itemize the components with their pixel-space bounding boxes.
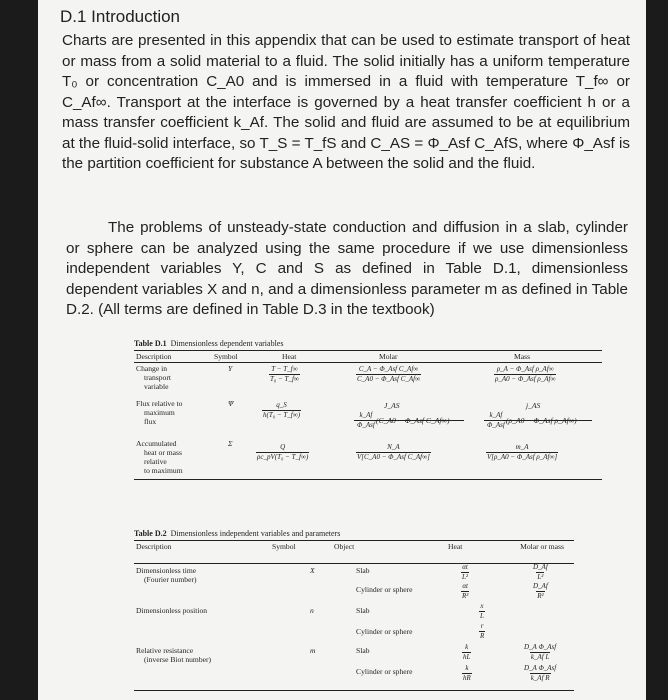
row-psi-desc-3: flux bbox=[144, 417, 157, 426]
row-m-molar-2: D_A Φ_Asf k_Af R bbox=[524, 664, 557, 682]
row-m-heat-1: $\frac{k}{hL}$ bbox=[463, 643, 471, 661]
row-x-object-2: Cylinder or sphere bbox=[356, 585, 413, 594]
intro-paragraph: Charts are presented in this appendix that can be used to estimate transport of heat or mass from a solid material to a fluid. The solid initially has a uniform temperature T₀ or concentration C_A0 and is immersed in a fluid with temperature T_f∞ or C_Af∞. Transport at the interface is governed by a heat transfer coefficient h or a mass transfer coefficient k_Af. The solid and fluid are assumed to be at equilibrium at the fluid-solid interface, so T_S = T_fS and C_AS = Φ_Asf C_AfS, where Φ_Asf is the partition coefficient for substance A between the solid and the fluid. bbox=[62, 32, 630, 172]
row-x-heat-1: $\frac{\alpha t}{\text{L²}}$ bbox=[462, 563, 468, 581]
row-x-molar-2: $\frac{D\_Af}{\text{R²}}$ bbox=[533, 582, 548, 600]
row-y-desc-1: Change in bbox=[136, 364, 168, 373]
row-y-desc-3: variable bbox=[144, 382, 169, 391]
col-symbol: Symbol bbox=[272, 542, 296, 551]
row-psi-mass-mid: (ρ_A0 − Φ_Asf ρ_Af∞) bbox=[506, 416, 577, 425]
row-n-object-1: Slab bbox=[356, 606, 370, 615]
row-x-object-1: Slab bbox=[356, 566, 370, 575]
row-sigma-heat: $\frac{Q}{\text{ρc\_pV(T₀ − T\_f∞)}}$ bbox=[257, 443, 309, 461]
row-n-heat-2: $\frac{r}{R}$ bbox=[480, 622, 485, 640]
row-x-symbol: X bbox=[310, 566, 315, 575]
row-m-symbol: m bbox=[310, 646, 316, 655]
row-n-heat-1: $\frac{x}{L}$ bbox=[480, 602, 484, 620]
table-d1-caption: Table D.1 Dimensionless dependent variables bbox=[134, 339, 284, 348]
col-object: Object bbox=[334, 542, 355, 551]
row-psi-mass-k: k_Af Φ_Asf bbox=[487, 411, 505, 429]
row-m-object-2: Cylinder or sphere bbox=[356, 667, 413, 676]
row-psi-mass-num: j_AS bbox=[526, 401, 541, 410]
col-symbol: Symbol bbox=[214, 352, 238, 361]
row-sigma-desc-3: relative bbox=[144, 457, 167, 466]
section-heading: D.1 Introduction bbox=[60, 7, 181, 26]
row-sigma-desc-4: to maximum bbox=[144, 466, 183, 475]
row-y-mass: ρ_A − Φ_Asf ρ_Af∞ ρ_A0 − Φ_Asf ρ_Af∞ bbox=[495, 365, 556, 383]
row-psi-molar-k: k_Af Φ_Asf bbox=[357, 411, 375, 429]
col-molar-mass: Molar or mass bbox=[520, 542, 564, 551]
row-y-molar: C_A − Φ_Asf C_Af∞ C_A0 − Φ_Asf C_Af∞ bbox=[357, 365, 421, 383]
row-y-heat: $\frac{T - T\_f\infty}{\text{T₀ − T\_f∞}}$ bbox=[270, 365, 299, 383]
col-heat: Heat bbox=[448, 542, 463, 551]
row-m-desc-2: (inverse Biot number) bbox=[144, 655, 212, 664]
row-psi-desc-1: Flux relative to bbox=[136, 399, 183, 408]
row-sigma-desc-2: heat or mass bbox=[144, 448, 182, 457]
table-d2-caption: Table D.2 Dimensionless independent variables and parameters bbox=[134, 529, 341, 538]
row-psi-molar-num: J_AS bbox=[384, 401, 400, 410]
col-mass: Mass bbox=[514, 352, 531, 361]
row-psi-desc-2: maximum bbox=[144, 408, 175, 417]
table-d1 bbox=[134, 339, 604, 489]
row-n-symbol: n bbox=[310, 606, 314, 615]
row-n-object-2: Cylinder or sphere bbox=[356, 627, 413, 636]
procedure-paragraph: The problems of unsteady-state conduction and diffusion in a slab, cylinder or sphere can be analyzed using the same procedure if we use dimensionless independent variables Y, C and S as defined in Table D.1, dimensionless dependent variables X and n, and a dimensionless parameter m as defined in Table D.2. (All terms are defined in Table D.3 in the textbook) bbox=[66, 219, 628, 318]
row-m-heat-2: $\frac{k}{hR}$ bbox=[463, 664, 471, 682]
col-heat: Heat bbox=[282, 352, 297, 361]
col-description: Description bbox=[136, 542, 172, 551]
row-psi-heat: $\frac{q\_S}{\text{h(T₀ − T\_f∞)}}$ bbox=[263, 401, 301, 419]
row-m-desc-1: Relative resistance bbox=[136, 646, 194, 655]
row-x-molar-1: $\frac{D\_Af}{\text{L²}}$ bbox=[533, 563, 548, 581]
row-sigma-mass: m_A V[ρ_A0 − Φ_Asf ρ_Af∞] bbox=[487, 443, 558, 461]
row-sigma-symbol: Σ bbox=[228, 439, 233, 448]
row-x-desc-1: Dimensionless time bbox=[136, 566, 197, 575]
col-molar: Molar bbox=[379, 352, 398, 361]
col-description: Description bbox=[136, 352, 172, 361]
row-y-desc-2: transport bbox=[144, 373, 171, 382]
row-sigma-desc-1: Accumulated bbox=[136, 439, 177, 448]
row-y-symbol: Y bbox=[228, 364, 233, 373]
row-n-desc-1: Dimensionless position bbox=[136, 606, 208, 615]
textbook-page bbox=[38, 0, 646, 700]
row-m-molar-1: D_A Φ_Asf k_Af L bbox=[524, 643, 557, 661]
row-x-desc-2: (Fourier number) bbox=[144, 575, 197, 584]
row-psi-symbol: Ψ bbox=[228, 399, 234, 408]
table-d2 bbox=[134, 529, 574, 699]
row-m-object-1: Slab bbox=[356, 646, 370, 655]
row-x-heat-2: $\frac{\alpha t}{\text{R²}}$ bbox=[462, 582, 469, 600]
row-psi-molar-mid: (C_A0 − Φ_Asf C_Af∞) bbox=[376, 416, 450, 425]
row-sigma-molar: N_A V[C_A0 − Φ_Asf C_Af∞] bbox=[357, 443, 430, 461]
